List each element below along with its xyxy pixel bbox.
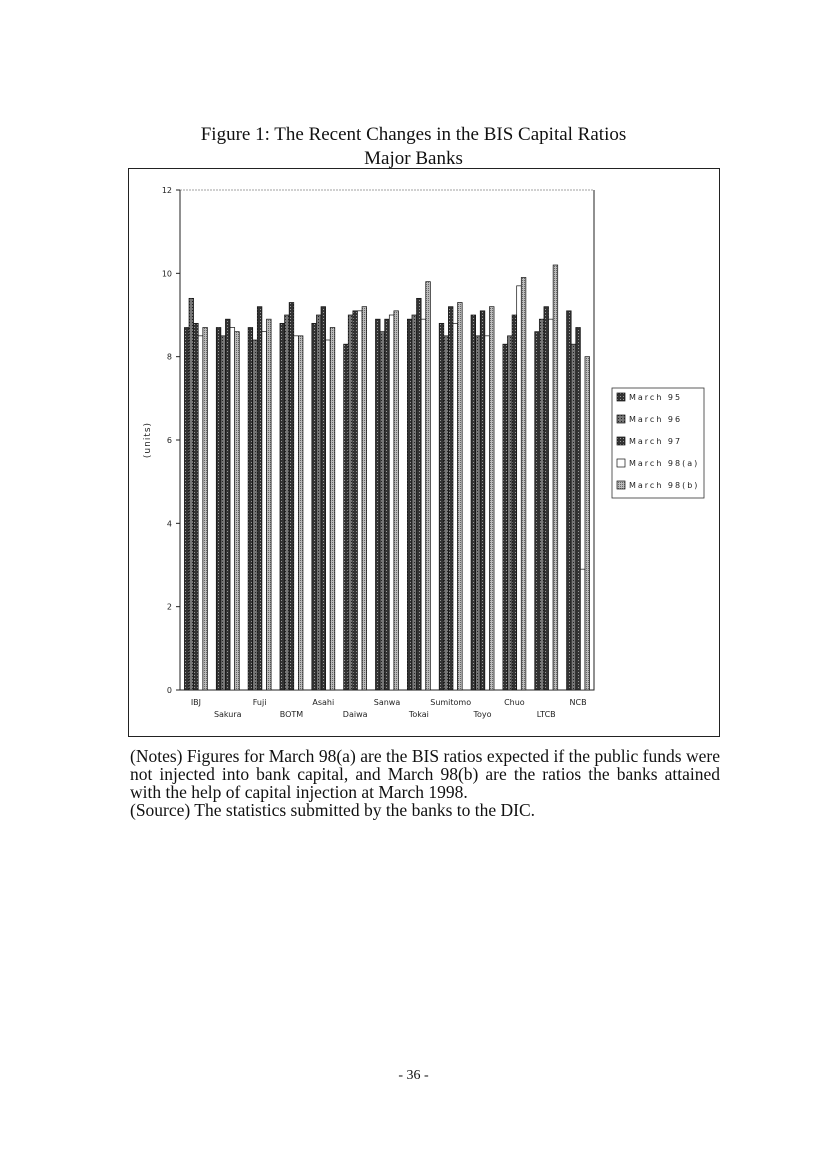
bar bbox=[348, 315, 353, 690]
legend bbox=[612, 388, 704, 498]
y-tick-label: 0 bbox=[166, 686, 172, 695]
bar bbox=[321, 307, 326, 690]
bar bbox=[184, 328, 189, 691]
bar bbox=[285, 315, 290, 690]
x-tick-label: NCB bbox=[569, 698, 587, 707]
bar bbox=[421, 319, 426, 690]
bar bbox=[507, 336, 512, 690]
bar bbox=[253, 340, 258, 690]
y-axis-label: (units) bbox=[143, 421, 153, 459]
bar bbox=[289, 303, 294, 691]
bar bbox=[385, 319, 390, 690]
bar bbox=[312, 323, 317, 690]
x-tick-label: Sakura bbox=[213, 710, 242, 719]
bar bbox=[576, 328, 581, 691]
bar bbox=[262, 332, 267, 690]
bar bbox=[257, 307, 262, 690]
bar bbox=[280, 323, 285, 690]
category-labels bbox=[191, 698, 587, 719]
bar bbox=[376, 319, 381, 690]
bar bbox=[225, 319, 230, 690]
x-tick-label: BOTM bbox=[279, 710, 304, 719]
bar bbox=[248, 328, 253, 691]
x-tick-label: IBJ bbox=[190, 698, 202, 707]
legend-label: March 96 bbox=[629, 415, 683, 424]
bar bbox=[439, 323, 444, 690]
y-tick-label: 12 bbox=[161, 186, 172, 195]
x-tick-label: Fuji bbox=[252, 698, 267, 707]
bar bbox=[417, 298, 422, 690]
bar bbox=[458, 303, 463, 691]
bar bbox=[489, 307, 494, 690]
y-tick-label: 8 bbox=[166, 352, 172, 362]
bar bbox=[267, 319, 272, 690]
bar bbox=[389, 315, 394, 690]
bar bbox=[294, 336, 299, 690]
bar bbox=[189, 298, 194, 690]
bar bbox=[353, 311, 358, 690]
figure-notes bbox=[130, 747, 720, 819]
bar bbox=[512, 315, 517, 690]
bar bbox=[407, 319, 412, 690]
bar bbox=[480, 311, 485, 690]
bar bbox=[544, 307, 549, 690]
x-tick-label: Sumitomo bbox=[430, 698, 472, 707]
bar bbox=[194, 323, 199, 690]
bars bbox=[184, 265, 589, 690]
bar bbox=[298, 336, 303, 690]
y-tick-label: 10 bbox=[161, 269, 172, 279]
bar bbox=[503, 344, 508, 690]
notes-text: (Notes) Figures for March 98(a) are the BIS ratios expected if the public funds were not injected into bank capital, and March 98(b) are the ratios the banks attained with the help of capital injection at March 1998. bbox=[130, 746, 720, 802]
bar bbox=[235, 332, 240, 690]
page-number: - 36 - bbox=[398, 1068, 429, 1083]
bar bbox=[471, 315, 476, 690]
legend-swatch bbox=[617, 481, 625, 489]
bar bbox=[326, 340, 331, 690]
y-tick-label: 2 bbox=[166, 602, 172, 612]
bar bbox=[412, 315, 417, 690]
y-tick-label: 4 bbox=[166, 519, 172, 529]
bar bbox=[521, 278, 526, 691]
bar bbox=[571, 344, 576, 690]
bar bbox=[580, 569, 585, 690]
legend-swatch bbox=[617, 459, 625, 467]
x-tick-label: Sanwa bbox=[373, 698, 401, 707]
legend-swatch bbox=[617, 415, 625, 423]
bar bbox=[330, 328, 335, 691]
bar bbox=[357, 311, 362, 690]
bar bbox=[448, 307, 453, 690]
figure-subtitle: Major Banks bbox=[364, 148, 463, 169]
figure-title: Figure 1: The Recent Changes in the BIS Capital Ratios bbox=[200, 124, 627, 145]
bar bbox=[198, 336, 203, 690]
bar bbox=[476, 336, 481, 690]
y-tick-label: 6 bbox=[166, 436, 172, 445]
legend-label: March 98(a) bbox=[629, 459, 700, 468]
bar bbox=[539, 319, 544, 690]
bar bbox=[567, 311, 572, 690]
bar-chart bbox=[128, 168, 720, 737]
bar bbox=[230, 328, 235, 691]
legend-label: March 95 bbox=[629, 393, 683, 402]
bar bbox=[485, 336, 490, 690]
bar bbox=[549, 319, 554, 690]
bar bbox=[444, 336, 449, 690]
x-tick-label: Toyo bbox=[473, 710, 492, 719]
source-text: (Source) The statistics submitted by the banks to the DIC. bbox=[130, 800, 536, 820]
bar bbox=[216, 328, 221, 691]
bar bbox=[535, 332, 540, 690]
x-tick-label: LTCB bbox=[536, 710, 556, 719]
bar bbox=[380, 332, 385, 690]
bar bbox=[362, 307, 367, 690]
legend-swatch bbox=[617, 393, 625, 401]
axes bbox=[143, 186, 594, 695]
bar bbox=[221, 336, 226, 690]
bar bbox=[394, 311, 399, 690]
x-tick-label: Daiwa bbox=[342, 710, 368, 719]
bar bbox=[553, 265, 558, 690]
bar bbox=[344, 344, 349, 690]
bar bbox=[426, 282, 431, 690]
bar bbox=[316, 315, 321, 690]
x-tick-label: Tokai bbox=[408, 710, 429, 719]
bar bbox=[585, 357, 590, 690]
legend-label: March 98(b) bbox=[629, 481, 700, 490]
x-tick-label: Asahi bbox=[312, 698, 335, 707]
legend-swatch bbox=[617, 437, 625, 445]
bar bbox=[203, 328, 208, 691]
bar bbox=[517, 286, 522, 690]
x-tick-label: Chuo bbox=[504, 698, 525, 707]
bar bbox=[453, 323, 458, 690]
legend-label: March 97 bbox=[629, 437, 683, 446]
